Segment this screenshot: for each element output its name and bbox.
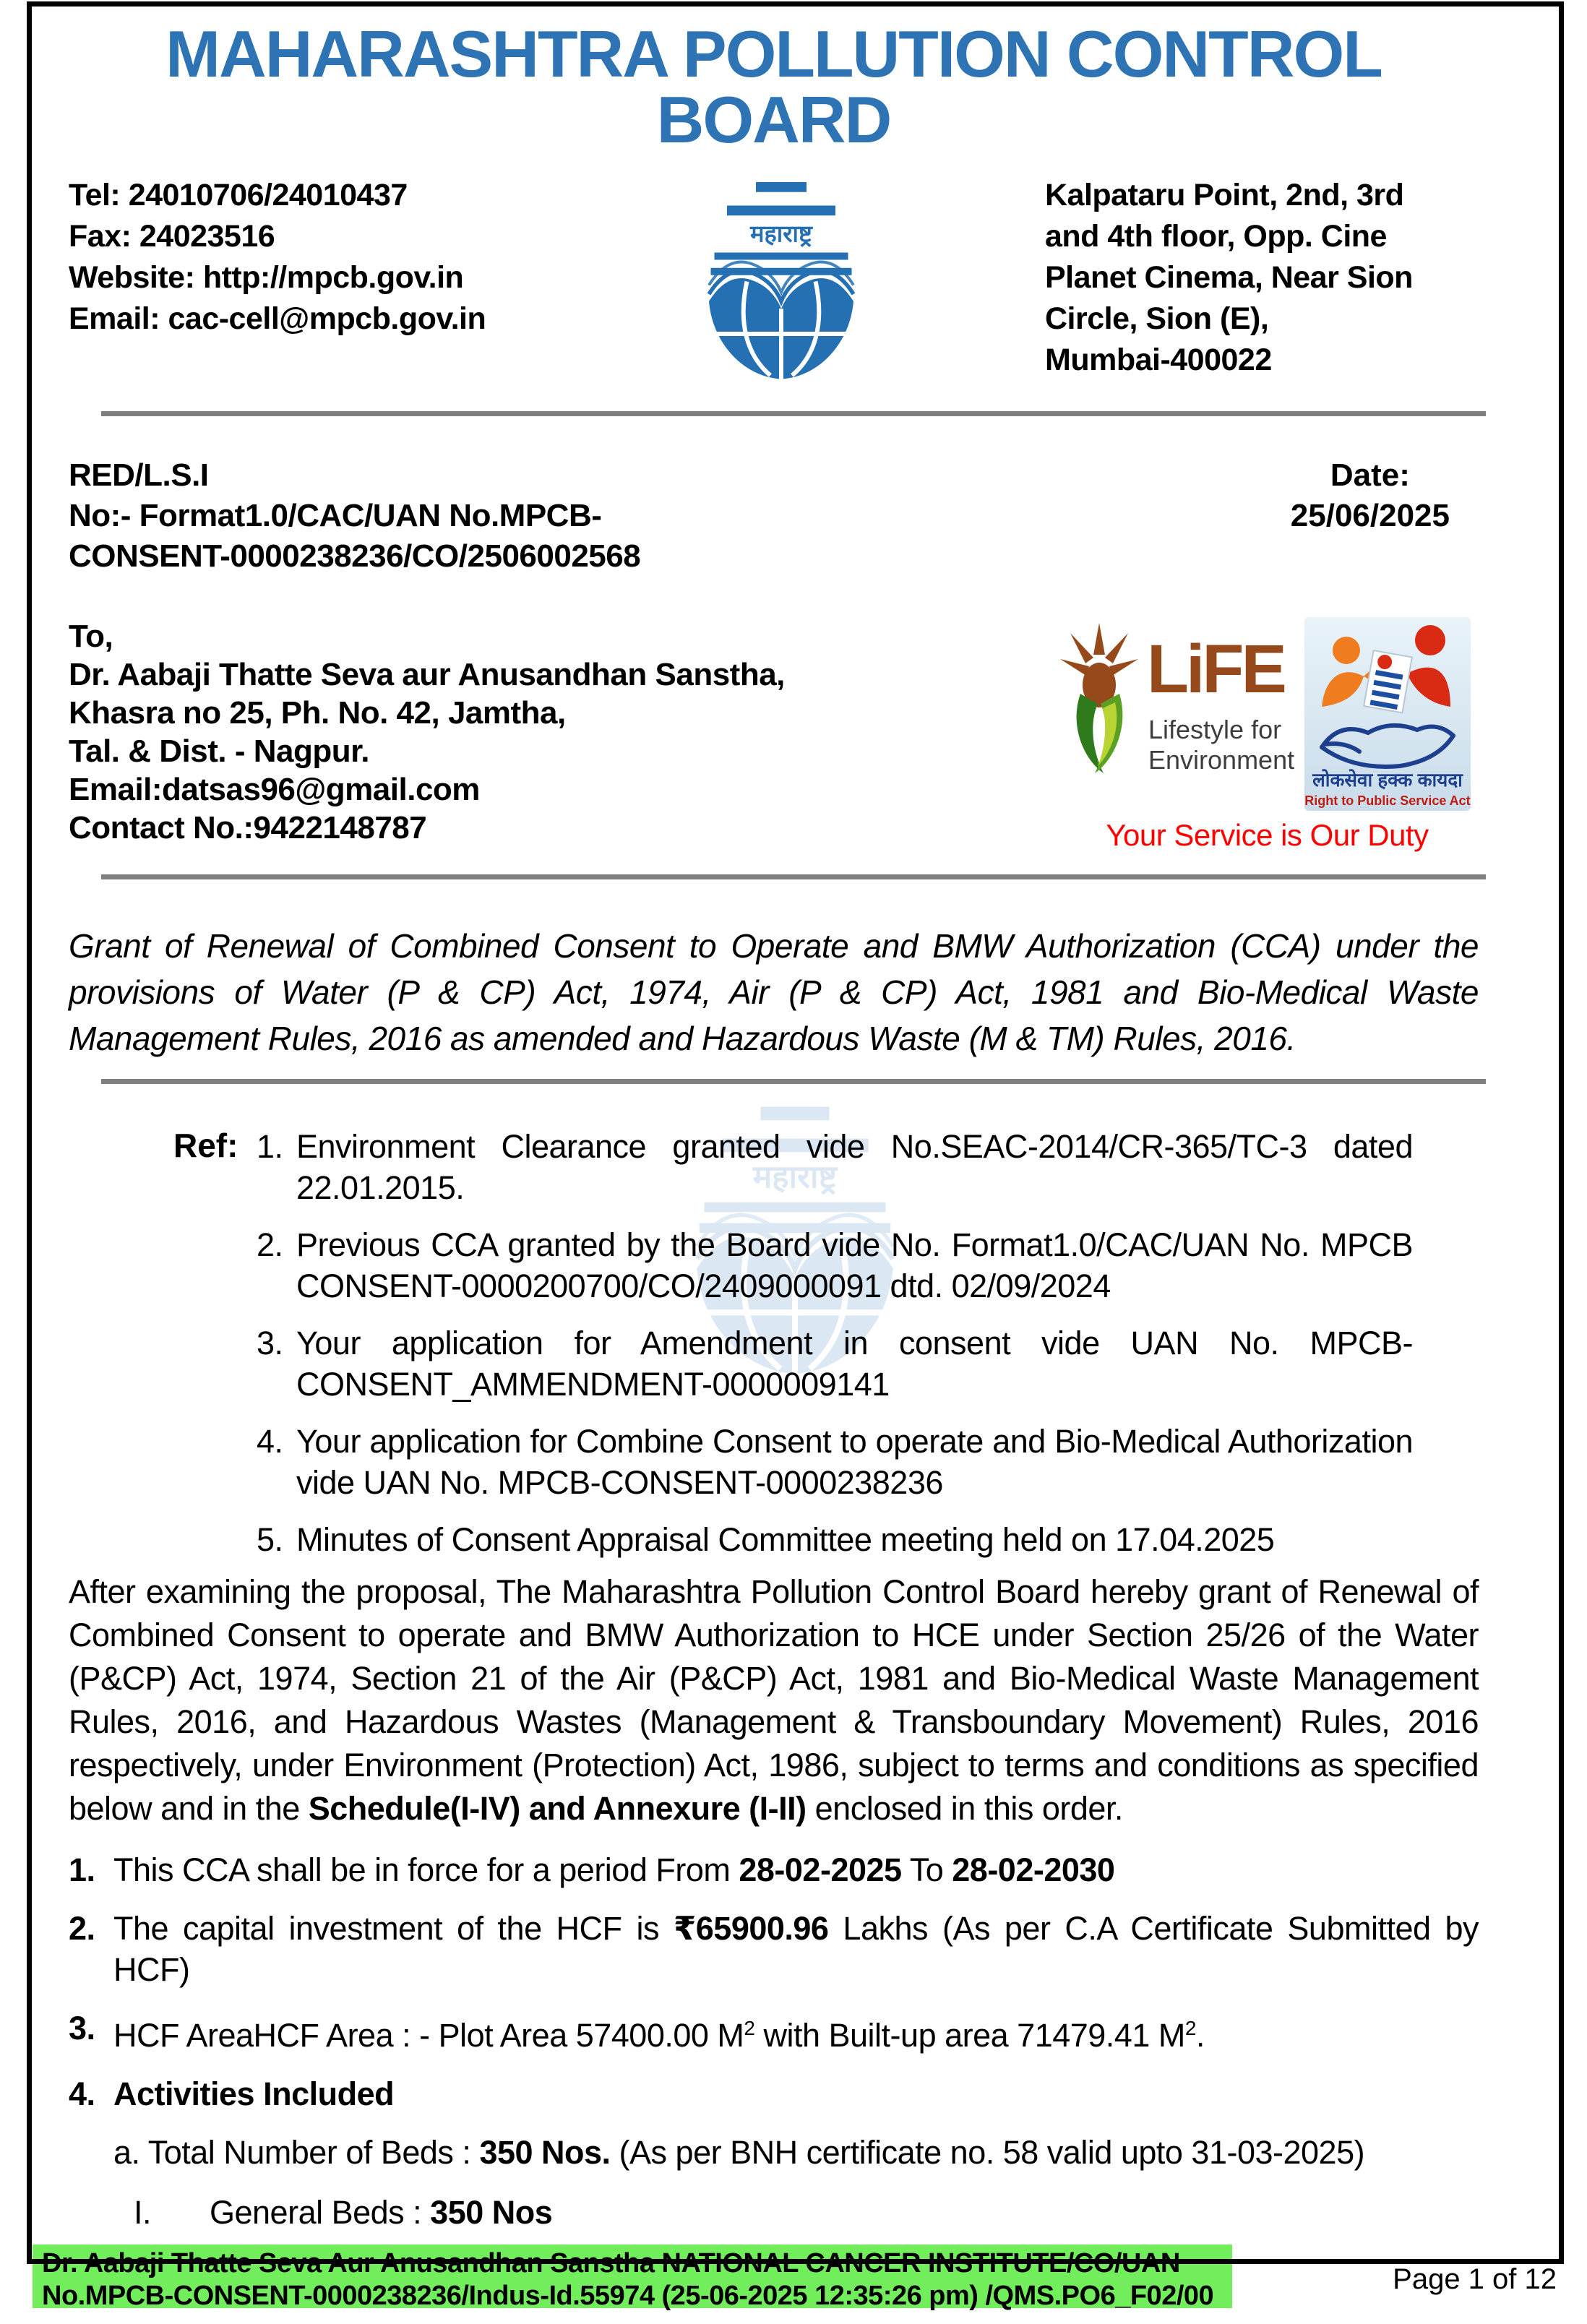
- consent-number-line1: No:- Format1.0/CAC/UAN No.MPCB-: [69, 498, 602, 533]
- condition-item-4: [69, 2073, 1479, 2114]
- total-beds-label: a. Total Number of Beds :: [113, 2134, 480, 2171]
- tel-line: Tel: 24010706/24010437: [69, 178, 408, 212]
- life-logo-icon: [1056, 617, 1294, 806]
- recipient-line: Khasra no 25, Ph. No. 42, Jamtha,: [69, 695, 566, 731]
- life-logo-subtitle1: Lifestyle for: [1148, 715, 1282, 744]
- ref-item: [257, 1421, 1413, 1503]
- website-line: Website: http://mpcb.gov.in: [69, 260, 464, 295]
- recipient-line: Dr. Aabaji Thatte Seva aur Anusandhan Sanstha,: [69, 657, 785, 692]
- condition-1-pre: This CCA shall be in force for a period From: [113, 1851, 739, 1888]
- address-block: [1045, 175, 1479, 381]
- superscript: 2: [1184, 2017, 1196, 2039]
- address-line: Mumbai-400022: [1045, 343, 1272, 377]
- total-beds-value: 350 Nos.: [479, 2134, 611, 2171]
- life-logo-title: LiFE: [1147, 631, 1284, 707]
- letter-content: [0, 18, 1587, 2233]
- divider: [101, 1079, 1486, 1084]
- condition-number: 3.: [69, 2010, 95, 2047]
- email-line: Email: cac-cell@mpcb.gov.in: [69, 301, 486, 336]
- ref-item-text: Previous CCA granted by the Board vide No. Format1.0/CAC/UAN No. MPCB CONSENT-0000200700/CO/2409000091 dtd. 02/09/2024: [296, 1226, 1413, 1304]
- grant-paragraph-text: After examining the proposal, The Maharashtra Pollution Control Board hereby grant of Renewal of Combined Consent to operate and BMW Authorization to HCE under Section 25/26 of the Water (P&CP) Act, 1974, Section 21 of the Air (P&CP) Act, 1981 and Bio-Medical Waste Management Rules, 2016, and Hazardous Wastes (Management & Transboundary Movement) Rules, 2016 respectively, under Environment (Protection) Act, 1986, subject to terms and conditions as specified below and in the: [69, 1573, 1479, 1827]
- general-beds-label: General Beds :: [210, 2194, 431, 2231]
- roman-numeral: I.: [134, 2194, 152, 2231]
- ref-item-text: Your application for Amendment in consent vide UAN No. MPCB-CONSENT_AMMENDMENT-0000009141: [296, 1325, 1413, 1403]
- condition-text: [113, 1849, 1479, 1890]
- divider: [101, 874, 1486, 879]
- ref-item-text: Environment Clearance granted vide No.SEAC-2014/CR-365/TC-3 dated 22.01.2015.: [296, 1128, 1413, 1206]
- mpcb-logo-wrap: [517, 175, 1045, 388]
- grant-paragraph: [69, 1570, 1479, 1830]
- grant-paragraph-end: enclosed in this order.: [806, 1790, 1123, 1827]
- page-title: MAHARASHTRA POLLUTION CONTROL BOARD: [165, 18, 1382, 157]
- ref-label: Ref:: [173, 1127, 238, 1164]
- recipient-block: [69, 617, 1056, 853]
- condition-text: [113, 2073, 1479, 2114]
- date-label: Date:: [1330, 457, 1410, 493]
- page-number: Page 1 of 12: [1393, 2263, 1557, 2295]
- condition-number: 1.: [69, 1851, 95, 1888]
- ref-item-number: 1.: [257, 1128, 283, 1165]
- capital-investment-value: ₹65900.96: [673, 1910, 829, 1947]
- builtup-area-text: with Built-up area 71479.41 M: [754, 2017, 1185, 2054]
- conditions-list: [69, 1849, 1479, 2233]
- condition-3-end: .: [1195, 2017, 1205, 2054]
- condition-item-1: [69, 1849, 1479, 1890]
- condition-text: [113, 2007, 1479, 2056]
- ref-section: [69, 1126, 1479, 1560]
- consent-number-line2: CONSENT-0000238236/CO/2506002568: [69, 538, 641, 574]
- condition-1-mid: To: [901, 1851, 952, 1888]
- ref-item-number: 4.: [257, 1423, 283, 1460]
- bnh-certificate-note: (As per BNH certificate no. 58 valid upto 31-03-2025): [610, 2134, 1365, 2171]
- ref-items: [257, 1126, 1413, 1560]
- recipient-line: To,: [69, 619, 113, 654]
- condition-2-pre: The capital investment of the HCF is: [113, 1910, 674, 1947]
- validity-to-date: 28-02-2030: [952, 1851, 1115, 1888]
- condition-4a: [113, 2132, 1479, 2173]
- subject-paragraph: Grant of Renewal of Combined Consent to Operate and BMW Authorization (CCA) under the provisions of Water (P & CP) Act, 1974, Air (P & CP) Act, 1981 and Bio-Medical Waste Management Rules, 2016 as amended and Hazardous Waste (M & TM) Rules, 2016.: [69, 927, 1479, 1057]
- validity-from-date: 28-02-2025: [739, 1851, 902, 1888]
- condition-4-i: [134, 2192, 1479, 2233]
- rtps-english-text: Right to Public Service Act: [1304, 793, 1471, 808]
- ref-item: [257, 1126, 1413, 1208]
- grant-paragraph-bold: Schedule(I-IV) and Annexure (I-II): [308, 1790, 807, 1827]
- consent-number-block: [69, 455, 640, 577]
- activities-included-title: Activities Included: [113, 2075, 395, 2112]
- mpcb-logo-icon: [691, 175, 872, 388]
- general-beds-line: [210, 2192, 552, 2233]
- superscript: 2: [744, 2017, 755, 2039]
- address-line: Kalpataru Point, 2nd, 3rd: [1045, 178, 1404, 212]
- general-beds-value: 350 Nos: [430, 2194, 553, 2231]
- life-logo-subtitle2: Environment: [1148, 745, 1294, 775]
- condition-item-3: [69, 2007, 1479, 2056]
- service-caption: Your Service is Our Duty: [1106, 818, 1429, 852]
- address-line: Circle, Sion (E),: [1045, 301, 1269, 336]
- fax-line: Fax: 24023516: [69, 219, 275, 254]
- rtps-logo-icon: [1304, 617, 1471, 811]
- ref-item-text: Your application for Combine Consent to operate and Bio-Medical Authorization vide UAN No. MPCB-CONSENT-0000238236: [296, 1423, 1413, 1501]
- rtps-logo: [1304, 617, 1471, 811]
- date-block: [1291, 455, 1479, 577]
- condition-text: [113, 1908, 1479, 1990]
- ref-item: [257, 1322, 1413, 1405]
- letterhead: [69, 175, 1479, 388]
- recipient-line: Email:datsas96@gmail.com: [69, 772, 480, 807]
- logos-row: [1056, 617, 1479, 811]
- condition-number: 2.: [69, 1910, 95, 1947]
- ref-item-text: Minutes of Consent Appraisal Committee meeting held on 17.04.2025: [296, 1521, 1275, 1558]
- recipient-row: [69, 617, 1479, 853]
- ref-item-number: 5.: [257, 1521, 283, 1558]
- condition-item-2: [69, 1908, 1479, 1990]
- ref-item-number: 3.: [257, 1325, 283, 1361]
- plot-area-text: HCF AreaHCF Area : - Plot Area 57400.00 M: [113, 2017, 744, 2054]
- condition-number: 4.: [69, 2075, 95, 2112]
- ref-item: [257, 1519, 1413, 1560]
- recipient-line: Tal. & Dist. - Nagpur.: [69, 733, 370, 769]
- logos-column: [1056, 617, 1479, 853]
- footer-reference-text: Dr. Aabaji Thatte Seva Aur Anusandhan Sanstha NATIONAL CANCER INSTITUTE/CO/UAN No.MPCB-CONSENT-0000238236/Indus-Id.55974 (25-06-2025 12:35:26 pm) /QMS.PO6_F02/00: [42, 2248, 1214, 2311]
- date-value: 25/06/2025: [1290, 498, 1450, 533]
- contact-block: [69, 175, 517, 340]
- address-line: and 4th floor, Opp. Cine: [1045, 219, 1387, 254]
- classification: RED/L.S.I: [69, 457, 209, 493]
- condition-2-post: Lakhs (As per C.A Certificate Submitted by HCF): [113, 1910, 1479, 1988]
- address-line: Planet Cinema, Near Sion: [1045, 260, 1413, 295]
- recipient-line: Contact No.:9422148787: [69, 810, 427, 845]
- ref-item-number: 2.: [257, 1226, 283, 1263]
- divider: [101, 411, 1486, 416]
- reference-row: [69, 455, 1479, 577]
- rtps-hindi-text: लोकसेवा हक्क कायदा: [1312, 769, 1463, 791]
- ref-item: [257, 1224, 1413, 1307]
